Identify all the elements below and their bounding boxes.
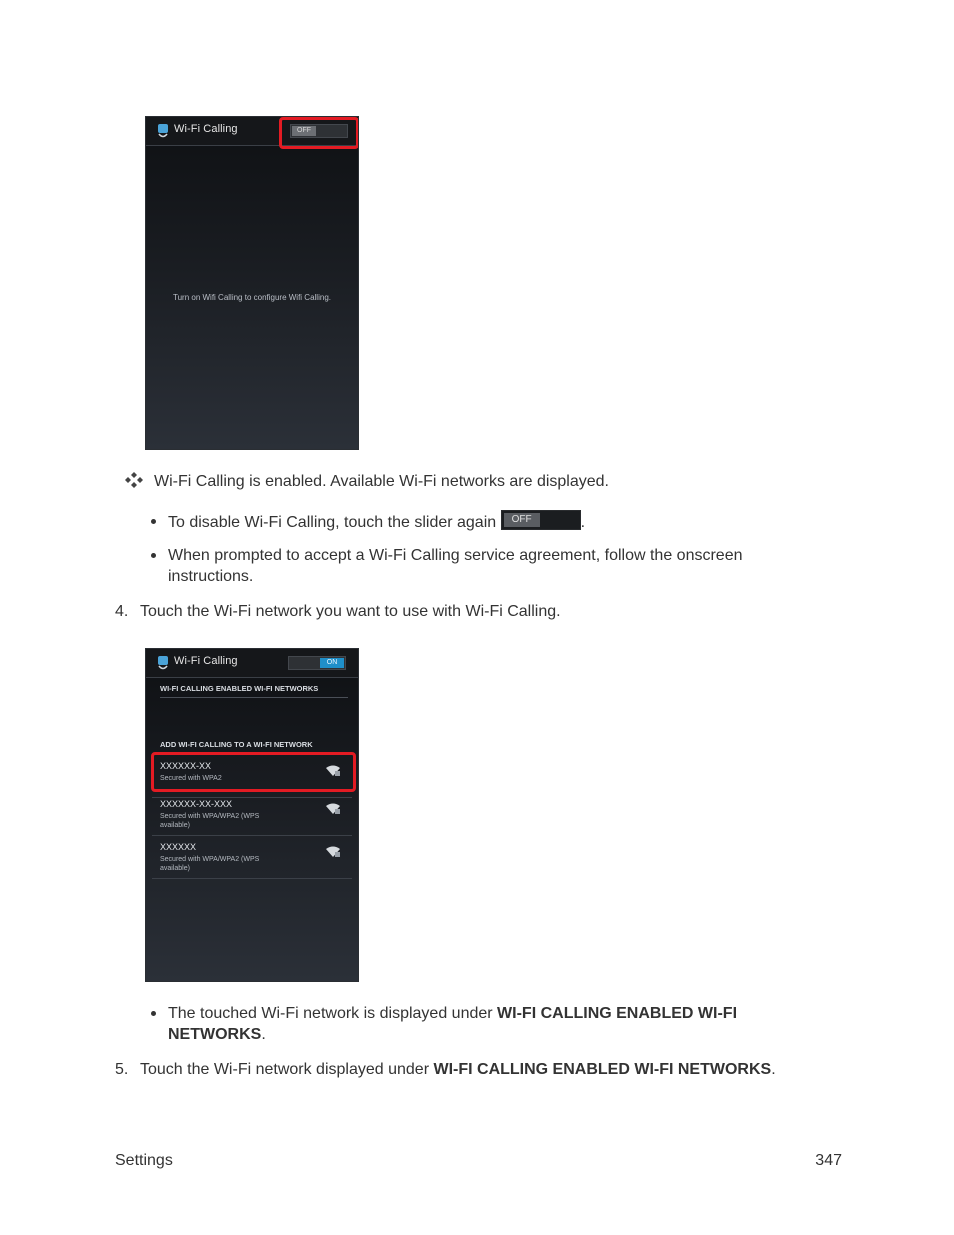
turn-on-message: Turn on Wifi Calling to configure Wifi Calling. — [173, 293, 331, 302]
bullet-touched-network — [168, 1003, 788, 1045]
wifi-calling-networks-screenshot — [145, 648, 359, 982]
bullet-touched-pre: The touched Wi-Fi network is displayed under — [168, 1005, 498, 1022]
network-name: XXXXXX — [160, 842, 197, 852]
step-5-text — [140, 1059, 840, 1080]
bullet — [151, 1011, 156, 1016]
network-highlight — [151, 752, 356, 792]
step-number: 4. — [115, 603, 129, 620]
bullet — [151, 553, 156, 558]
off-slider-label: OFF — [504, 513, 540, 527]
footer-section: Settings — [115, 1152, 173, 1169]
network-item[interactable] — [152, 793, 352, 836]
bullet-disable — [168, 510, 848, 533]
toggle-highlight — [279, 117, 359, 149]
action-bar — [146, 649, 358, 678]
network-name: XXXXXX-XX — [160, 761, 212, 771]
enabled-note: Wi-Fi Calling is enabled. Available Wi-Fi networks are displayed. — [154, 473, 609, 490]
bullet-touched-end: . — [261, 1026, 266, 1043]
network-security: Secured with WPA/WPA2 (WPS available) — [160, 813, 260, 829]
network-security: Secured with WPA/WPA2 (WPS available) — [160, 856, 260, 872]
step-4-text: Touch the Wi-Fi network you want to use with Wi-Fi Calling. — [140, 603, 561, 620]
add-network-header: ADD WI-FI CALLING TO A WI-FI NETWORK — [160, 740, 313, 749]
network-security: Secured with WPA2 — [160, 775, 222, 782]
wifi-lock-icon — [326, 803, 340, 815]
step-5-pre: Touch the Wi-Fi network displayed under — [140, 1061, 434, 1078]
bullet — [151, 519, 156, 524]
wifi-calling-toggle[interactable] — [288, 656, 346, 670]
wifi-calling-app-icon — [156, 655, 170, 671]
wifi-calling-off-screenshot — [145, 116, 359, 450]
off-slider-image — [501, 510, 581, 530]
app-title: Wi-Fi Calling — [174, 123, 238, 135]
enabled-networks-header: WI-FI CALLING ENABLED WI-FI NETWORKS — [160, 684, 348, 698]
step-number: 5. — [115, 1061, 129, 1078]
app-title: Wi-Fi Calling — [174, 655, 238, 667]
footer-page-number: 347 — [815, 1152, 842, 1169]
toggle-knob-label: OFF — [292, 126, 316, 136]
toggle-knob-label: ON — [320, 658, 344, 668]
bullet-touched-bold: WI-FI CALLING ENABLED WI-FI NETWORKS — [168, 1005, 738, 1043]
network-name: XXXXXX-XX-XXX — [160, 799, 233, 809]
step-5-end: . — [771, 1061, 776, 1078]
wifi-calling-app-icon — [156, 123, 170, 139]
bullet-disable-text: To disable Wi-Fi Calling, touch the slider again — [168, 514, 497, 531]
step-5-bold: WI-FI CALLING ENABLED WI-FI NETWORKS — [433, 1061, 772, 1078]
diamond-bullet-icon — [125, 472, 143, 488]
bullet-disable-end: . — [580, 514, 586, 531]
bullet-agreement: When prompted to accept a Wi-Fi Calling service agreement, follow the onscreen instructions. — [168, 547, 743, 585]
wifi-lock-icon — [326, 846, 340, 858]
network-item[interactable] — [152, 836, 352, 879]
